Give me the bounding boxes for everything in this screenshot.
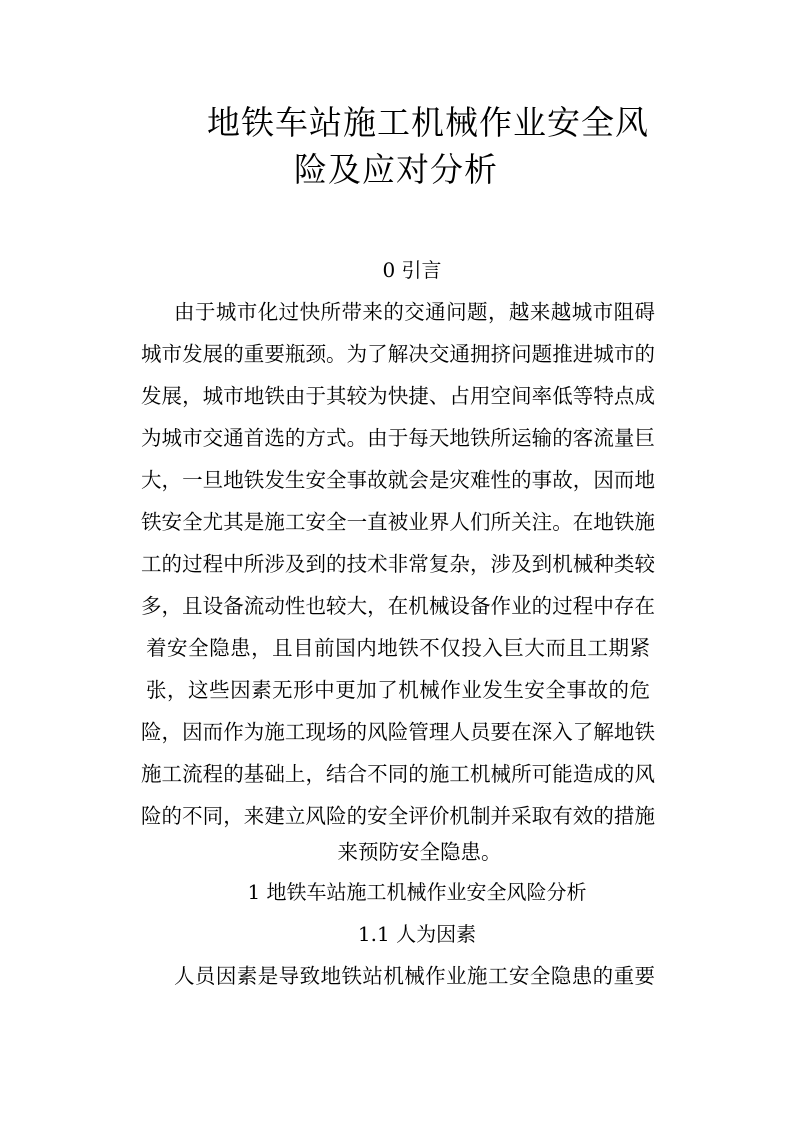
intro-paragraph-line: 险的不同，来建立风险的安全评价机制并采取有效的措施 xyxy=(141,804,655,828)
intro-paragraph-line: 着安全隐患，且目前国内地铁不仅投入巨大而且工期紧 xyxy=(146,636,650,660)
intro-paragraph-line: 工的过程中所涉及到的技术非常复杂，涉及到机械种类较 xyxy=(141,552,655,576)
intro-paragraph-line: 铁安全尤其是施工安全一直被业界人们所关注。在地铁施 xyxy=(141,510,655,534)
intro-paragraph-line: 由于城市化过快所带来的交通问题，越来越城市阻碍 xyxy=(174,300,655,324)
section-0-heading: 0 引言 xyxy=(382,258,442,282)
intro-paragraph-line: 张，这些因素无形中更加了机械作业发生安全事故的危 xyxy=(146,678,650,702)
intro-paragraph-line: 多，且设备流动性也较大，在机械设备作业的过程中存在 xyxy=(141,594,655,618)
section-1-1-paragraph-line: 人员因素是导致地铁站机械作业施工安全隐患的重要 xyxy=(174,964,655,988)
section-1-1-heading: 1.1 人为因素 xyxy=(357,922,477,946)
intro-paragraph-line: 大，一旦地铁发生安全事故就会是灾难性的事故，因而地 xyxy=(141,468,655,492)
section-1-heading: 1 地铁车站施工机械作业安全风险分析 xyxy=(247,880,587,904)
intro-paragraph-line: 为城市交通首选的方式。由于每天地铁所运输的客流量巨 xyxy=(141,426,655,450)
intro-paragraph-line: 险，因而作为施工现场的风险管理人员要在深入了解地铁 xyxy=(141,720,655,744)
document-title-line-1: 地铁车站施工机械作业安全风 xyxy=(207,103,649,142)
intro-paragraph-line: 城市发展的重要瓶颈。为了解决交通拥挤问题推进城市的 xyxy=(141,342,655,366)
intro-paragraph-last-line: 来预防安全隐患。 xyxy=(337,840,502,864)
intro-paragraph-line: 发展，城市地铁由于其较为快捷、占用空间率低等特点成 xyxy=(141,384,655,408)
document-title-line-2: 险及应对分析 xyxy=(294,150,498,189)
intro-paragraph-line: 施工流程的基础上，结合不同的施工机械所可能造成的风 xyxy=(141,762,655,786)
